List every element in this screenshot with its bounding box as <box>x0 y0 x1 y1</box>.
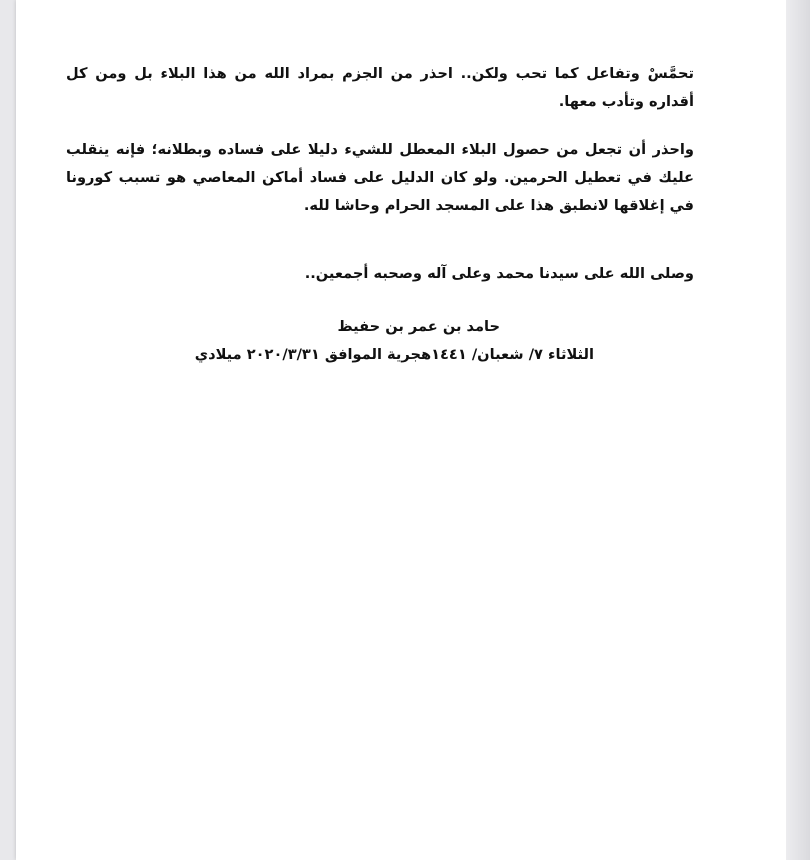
signature-date: الثلاثاء ٧/ شعبان/ ١٤٤١هجرية الموافق ٢٠٢٠/٣/٣١ ميلادي <box>194 346 594 363</box>
page-edge-shadow <box>786 0 810 860</box>
paragraph-evidence: واحذر أن تجعل من حصول البلاء المعطل للشيء دليلا على فساده وبطلانه؛ فإنه ينقلب عليك في تعطيل الحرمين. ولو كان الدليل على فساد أماكن المعاصي هو تسبب كورونا في إغلاقها لانطبق هذا على المسجد الحرام وحاشا لله. <box>66 141 694 214</box>
paragraph-caution: تحمَّسْ وتفاعل كما تحب ولكن.. احذر من الجزم بمراد الله من هذا البلاء بل ومن كل أقداره وتأدب معها. <box>66 65 694 110</box>
signature-name: حامد بن عمر بن حفيظ <box>337 318 500 335</box>
paragraph-blessing: وصلى الله على سيدنا محمد وعلى آله وصحبه أجمعين.. <box>304 265 694 282</box>
document-page <box>16 0 786 860</box>
